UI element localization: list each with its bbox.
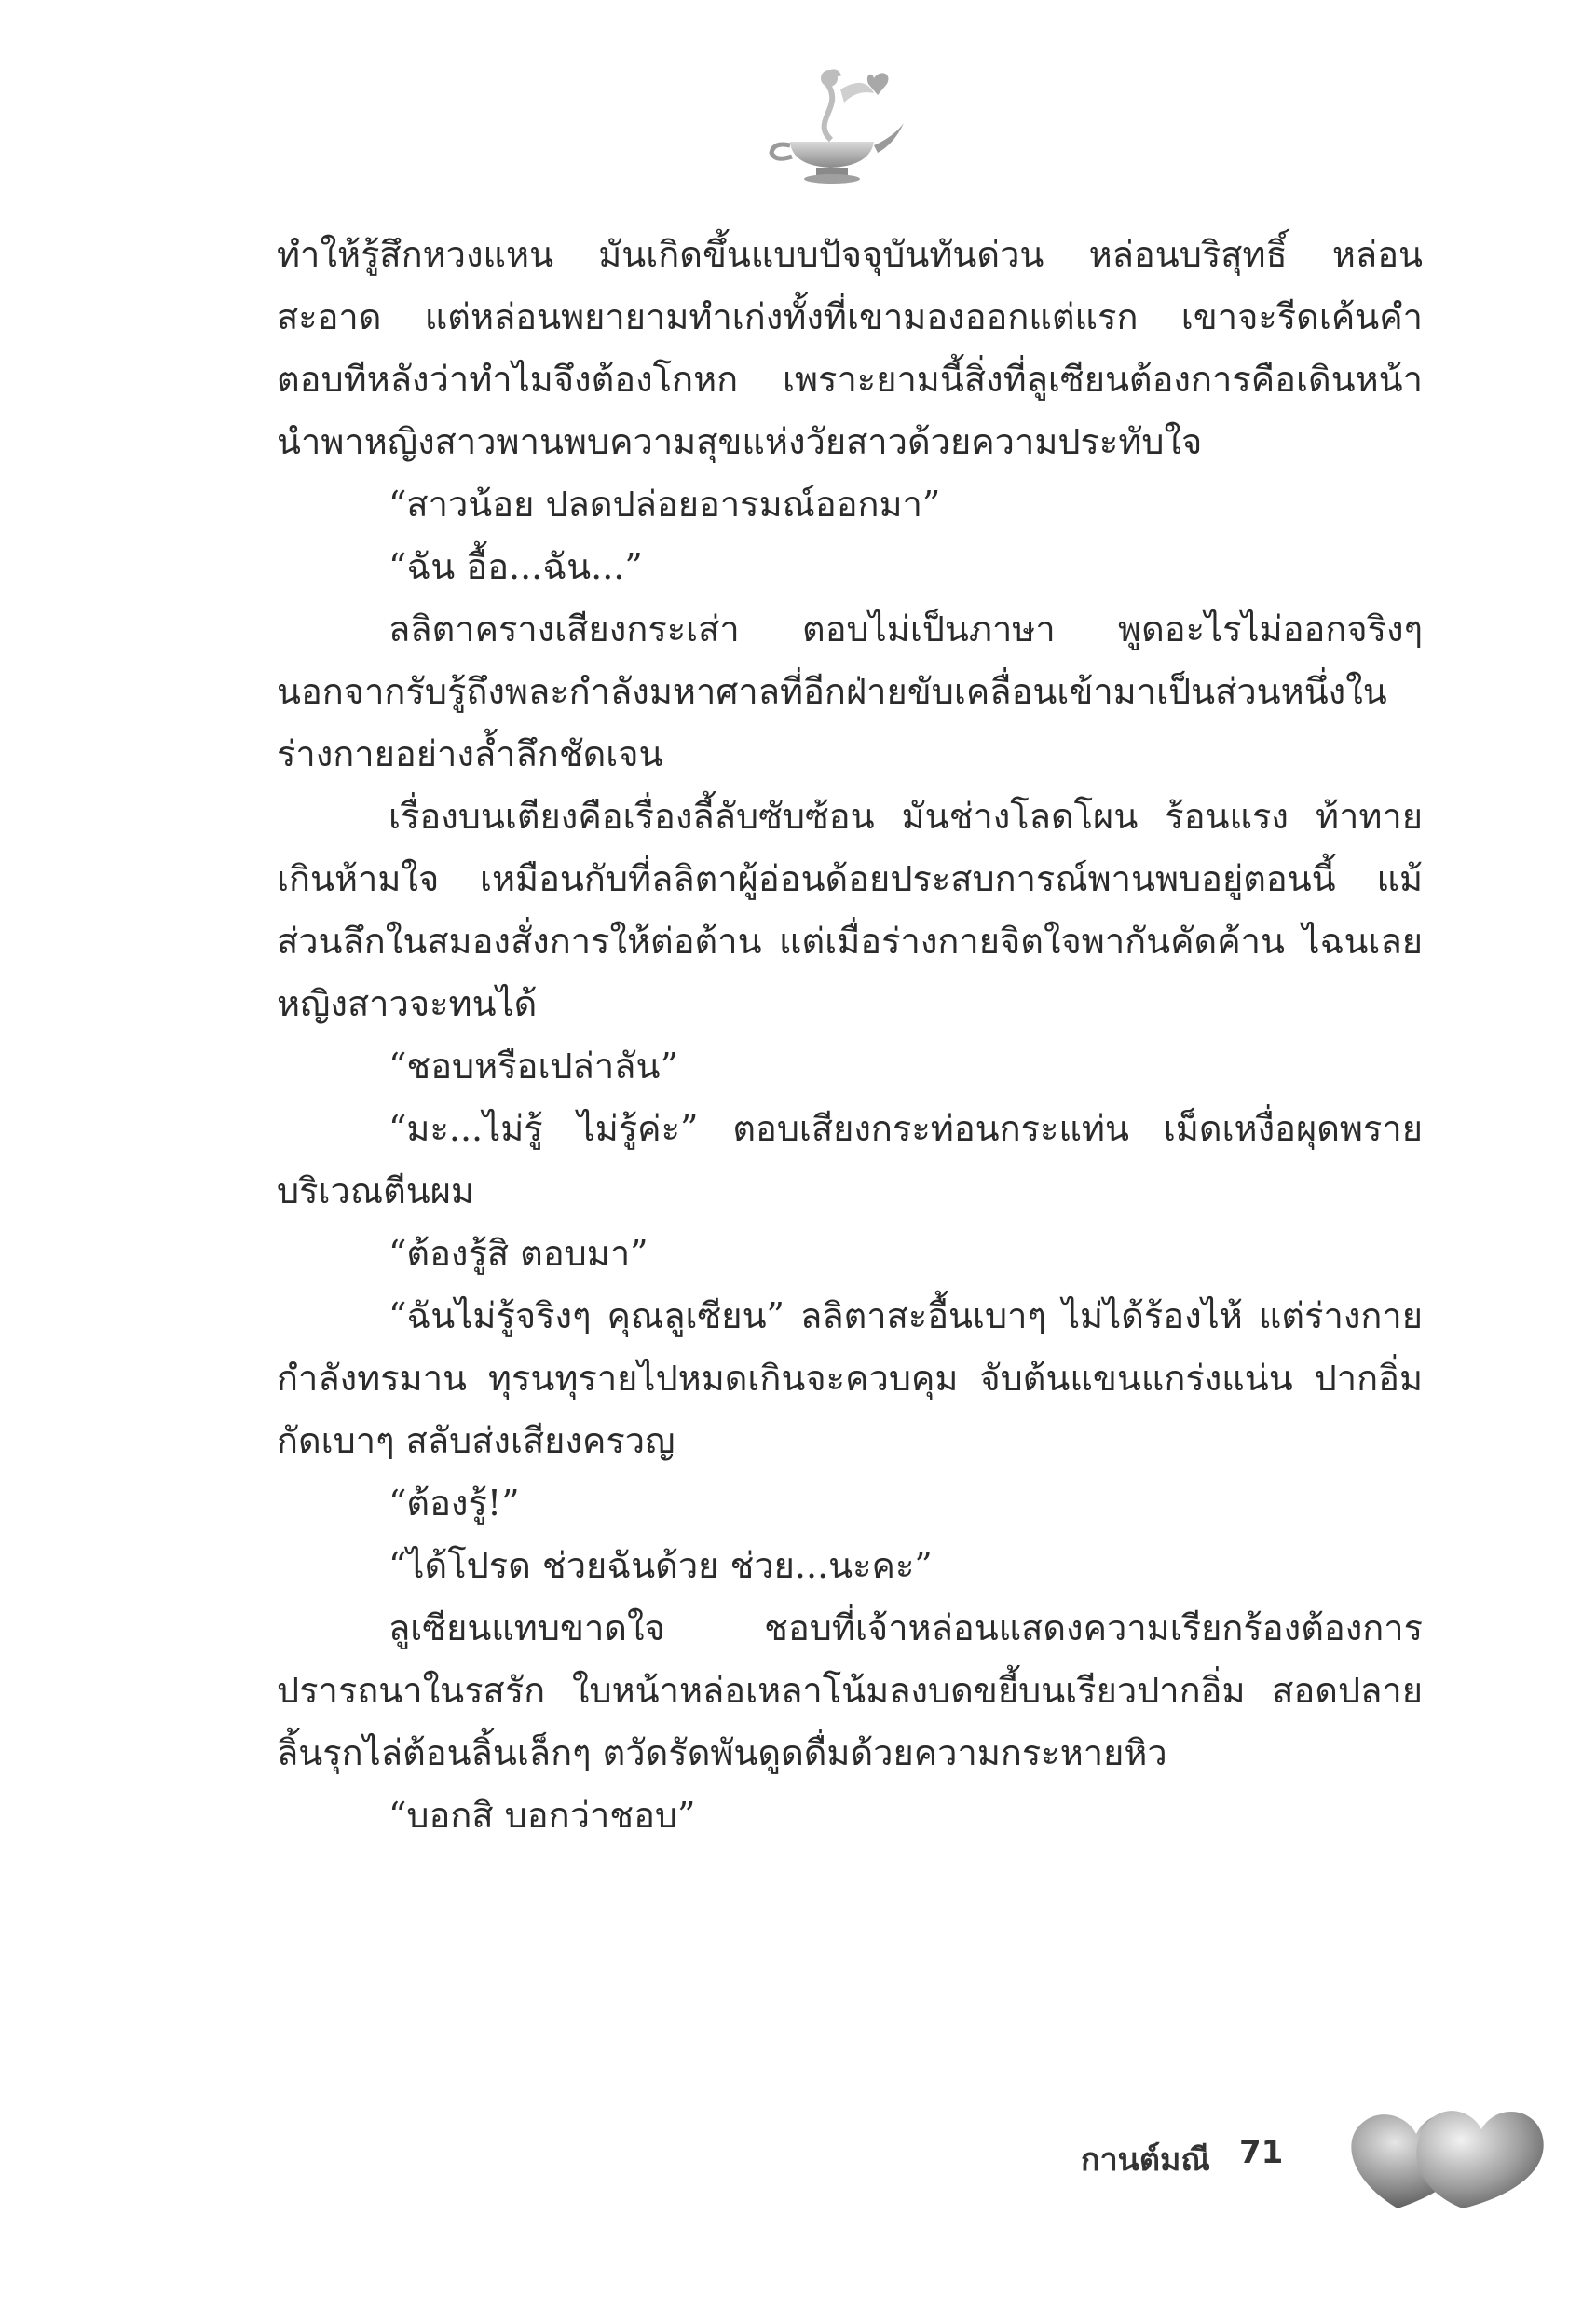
paragraph: “สาวน้อย ปลดปล่อยอารมณ์ออกมา” xyxy=(389,484,941,525)
paragraph: ลลิตาครางเสียงกระเส่า ตอบไม่เป็นภาษา พูดอะไรไม่ออกจริงๆ นอกจากรับรู้ถึงพละกำลังมหาศาลที่อีกฝ่ายขับเคลื่อนเข้ามาเป็นส่วนหนึ่งในร่างกายอย่างล้ำลึกชัดเจน xyxy=(277,609,1423,774)
paragraph: “บอกสิ บอกว่าชอบ” xyxy=(389,1795,696,1836)
footer-book-title: กานต์มณี xyxy=(1081,2141,1210,2179)
paragraph: ลูเซียนแทบขาดใจ ชอบที่เจ้าหล่อนแสดงความเรียกร้องต้องการปรารถนาในรสรัก ใบหน้าหล่อเหลาโน้มลงบดขยี้บนเรียวปากอิ่ม สอดปลายลิ้นรุกไล่ต้อนลิ้นเล็กๆ ตวัดรัดพันดูดดื่มด้วยความกระหายหิว xyxy=(277,1607,1423,1773)
page-number: 71 xyxy=(1239,2134,1284,2171)
paragraph: “ฉันไม่รู้จริงๆ คุณลูเซียน” ลลิตาสะอื้นเบาๆ ไม่ได้ร้องไห้ แต่ร่างกายกำลังทรมาน ทุรนทุรายไปหมดเกินจะควบคุม จับต้นแขนแกร่งแน่น ปากอิ่มกัดเบาๆ สลับส่งเสียงครวญ xyxy=(277,1295,1423,1461)
main-text xyxy=(277,224,1423,1847)
paragraph: “ได้โปรด ช่วยฉันด้วย ช่วย...นะคะ” xyxy=(389,1545,933,1586)
paragraph: เรื่องบนเตียงคือเรื่องลี้ลับซับซ้อน มันช่างโลดโผน ร้อนแรง ท้าทาย เกินห้ามใจ เหมือนกับที่ลลิตาผู้อ่อนด้อยประสบการณ์พานพบอยู่ตอนนี้ แม้ส่วนลึกในสมองสั่งการให้ต่อต้าน แต่เมื่อร่างกายจิตใจพากันคัดค้าน ไฉนเลยหญิงสาวจะทนได้ xyxy=(277,796,1423,1024)
paragraph: ทำให้รู้สึกหวงแหน มันเกิดขึ้นแบบปัจจุบันทันด่วน หล่อนบริสุทธิ์ หล่อนสะอาด แต่หล่อนพยายามทำเก่งทั้งที่เขามองออกแต่แรก เขาจะรีดเค้นคำตอบทีหลังว่าทำไมจึงต้องโกหก เพราะยามนี้สิ่งที่ลูเซียนต้องการคือเดินหน้านำพาหญิงสาวพานพบความสุขแห่งวัยสาวด้วยความประทับใจ xyxy=(277,234,1423,462)
genie-lamp-cupid-icon xyxy=(755,56,913,186)
paragraph: “ต้องรู้!” xyxy=(389,1483,520,1524)
paragraph: “ชอบหรือเปล่าลัน” xyxy=(389,1046,678,1087)
paragraph: “ต้องรู้สิ ตอบมา” xyxy=(389,1233,648,1274)
paragraph: “ฉัน อื้อ...ฉัน...” xyxy=(389,546,643,587)
hearts-icon xyxy=(1342,2069,1556,2227)
paragraph: “มะ...ไม่รู้ ไม่รู้ค่ะ” ตอบเสียงกระท่อนกระแท่น เม็ดเหงื่อผุดพรายบริเวณตีนผม xyxy=(277,1108,1423,1211)
